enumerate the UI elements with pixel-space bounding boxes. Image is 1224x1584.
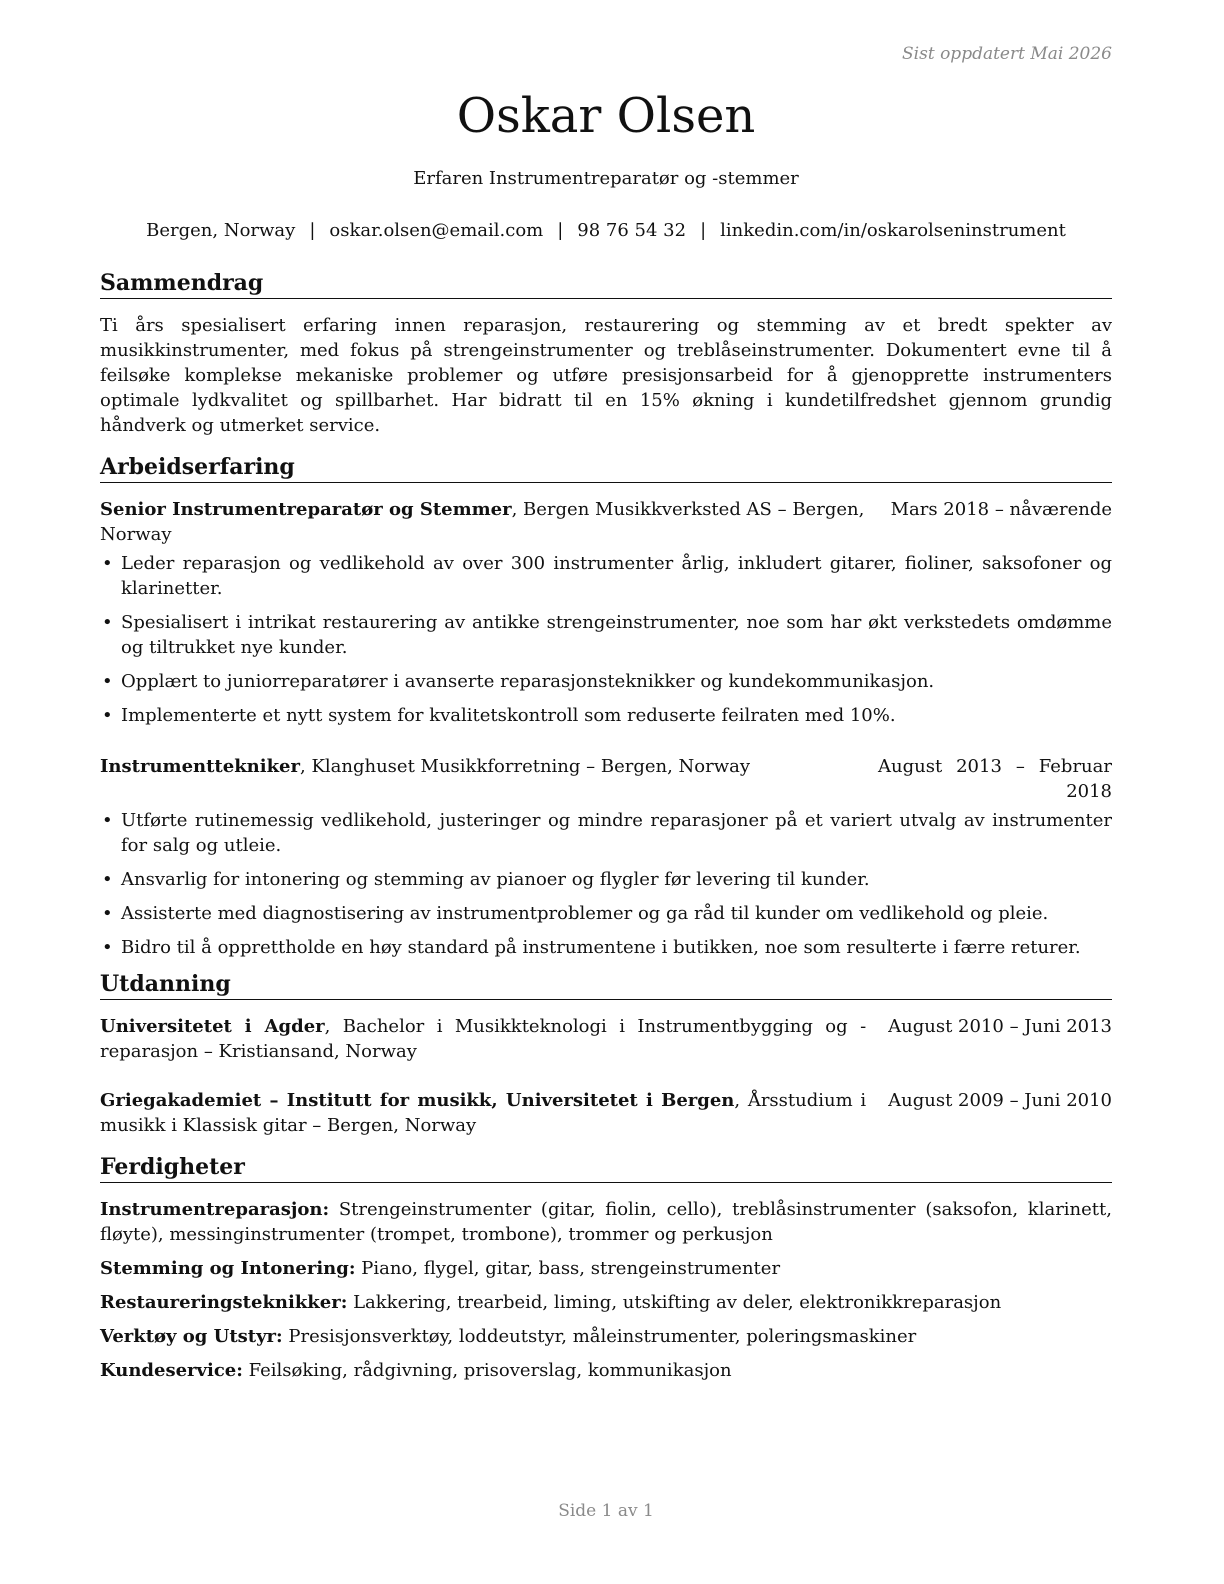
list-item (100, 703, 1112, 728)
education-dates: August 2009 – Juni 2010 (888, 1090, 1112, 1111)
bullet-text: Ansvarlig for intonering og stemming av pianoer og flygler før levering til kunder. (121, 869, 870, 890)
resume-page (100, 0, 1112, 1584)
skill-row (100, 1290, 1112, 1315)
skill-label: Verktøy og Utstyr: (100, 1326, 283, 1347)
list-item (100, 935, 1112, 960)
section-title-education: Utdanning (100, 969, 1112, 1000)
bullet-text: Leder reparasjon og vedlikehold av over 300 instrumenter årlig, inkludert gitarer, fioliner, saksofoner og klarinetter. (121, 553, 1112, 599)
skill-row (100, 1324, 1112, 1349)
skill-label: Kundeservice: (100, 1360, 243, 1381)
bullet-icon: • (102, 903, 113, 924)
bullet-icon: • (102, 705, 113, 726)
skill-value: Lakkering, trearbeid, liming, utskifting av deler, elektronikkreparasjon (347, 1292, 1002, 1313)
job-header (100, 754, 1112, 804)
bullet-icon: • (102, 937, 113, 958)
bullet-text: Utførte rutinemessig vedlikehold, justeringer og mindre reparasjoner på et variert utvalg av instrumenter for salg og utleie. (121, 810, 1112, 856)
list-item (100, 867, 1112, 892)
education-section (100, 969, 1112, 1138)
bullet-icon: • (102, 869, 113, 890)
job-dates: August 2013 – Februar 2018 (878, 756, 1112, 802)
contact-phone: 98 76 54 32 (577, 220, 687, 241)
bullet-icon: • (102, 671, 113, 692)
education-title-line (100, 1014, 866, 1064)
bullet-text: Opplært to juniorreparatører i avanserte reparasjonsteknikker og kundekommunikasjon. (121, 671, 935, 692)
list-item (100, 610, 1112, 660)
section-title-experience: Arbeidserfaring (100, 452, 1112, 483)
skill-row (100, 1358, 1112, 1383)
contact-email[interactable]: oskar.olsen@email.com (329, 220, 544, 241)
job-entry (100, 754, 1112, 960)
bullet-icon: • (102, 612, 113, 633)
last-updated: Sist oppdatert Mai 2026 (902, 44, 1112, 64)
contact-separator: | (700, 220, 707, 241)
job-employer: , Bergen Musikkverksted AS – Bergen, Norway (100, 499, 865, 545)
education-entry (100, 1014, 1112, 1064)
skill-label: Stemming og Intonering: (100, 1258, 356, 1279)
bullet-text: Bidro til å opprettholde en høy standard på instrumentene i butikken, noe som resulterte i færre returer. (121, 937, 1081, 958)
bullet-icon: • (102, 553, 113, 574)
section-title-summary: Sammendrag (100, 268, 1112, 299)
contact-separator: | (309, 220, 316, 241)
list-item (100, 669, 1112, 694)
education-dates: August 2010 – Juni 2013 (888, 1016, 1112, 1037)
job-role: Instrumenttekniker (100, 756, 300, 777)
contact-linkedin[interactable]: linkedin.com/in/oskarolseninstrument (720, 220, 1066, 241)
contact-separator: | (557, 220, 564, 241)
skill-row (100, 1256, 1112, 1281)
education-title-line (100, 1088, 866, 1138)
job-entry (100, 497, 1112, 728)
education-detail: , Bachelor i Musikkteknologi i Instrumentbygging og -reparasjon – Kristiansand, Norway (100, 1016, 867, 1062)
bullet-text: Implementerte et nytt system for kvalitetskontroll som reduserte feilraten med 10%. (121, 705, 896, 726)
skill-value: Feilsøking, rådgivning, prisoverslag, kommunikasjon (242, 1360, 732, 1381)
contact-location: Bergen, Norway (146, 220, 296, 241)
skills-section (100, 1152, 1112, 1383)
job-header (100, 497, 1112, 547)
skill-value: Strengeinstrumenter (gitar, fiolin, cello), treblåsinstrumenter (saksofon, klarinett, fløyte), messinginstrumenter (trompet, trombone), trommer og perkusjon (100, 1199, 1112, 1245)
bullet-text: Spesialisert i intrikat restaurering av antikke strengeinstrumenter, noe som har økt verkstedets omdømme og tiltrukket nye kunder. (121, 612, 1112, 658)
education-entry (100, 1088, 1112, 1138)
candidate-name: Oskar Olsen (456, 88, 756, 144)
job-title-line (100, 754, 856, 804)
job-title-line (100, 497, 869, 547)
experience-section (100, 452, 1112, 960)
skill-label: Restaureringsteknikker: (100, 1292, 348, 1313)
skill-label: Instrumentreparasjon: (100, 1199, 330, 1220)
education-school: Universitetet i Agder (100, 1016, 325, 1037)
list-item (100, 551, 1112, 601)
list-item (100, 901, 1112, 926)
education-school: Griegakademiet – Institutt for musikk, Universitetet i Bergen (100, 1090, 735, 1111)
candidate-title: Erfaren Instrumentreparatør og -stemmer (413, 168, 799, 189)
skill-value: Piano, flygel, gitar, bass, strengeinstrumenter (355, 1258, 781, 1279)
section-title-skills: Ferdigheter (100, 1152, 1112, 1183)
job-dates: Mars 2018 – nåværende (890, 499, 1112, 520)
skill-value: Presisjonsverktøy, loddeutstyr, måleinstrumenter, poleringsmaskiner (282, 1326, 917, 1347)
contact-line (100, 219, 1112, 243)
resume-content (100, 268, 1112, 1383)
education-detail: , Årsstudium i musikk i Klassisk gitar – Bergen, Norway (100, 1090, 867, 1136)
bullet-icon: • (102, 810, 113, 831)
summary-section (100, 268, 1112, 438)
list-item (100, 808, 1112, 858)
bullet-text: Assisterte med diagnostisering av instrumentproblemer og ga råd til kunder om vedlikehold og pleie. (121, 903, 1049, 924)
job-role: Senior Instrumentreparatør og Stemmer (100, 499, 512, 520)
job-bullets (100, 808, 1112, 960)
page-number: Side 1 av 1 (558, 1501, 654, 1521)
skill-row (100, 1197, 1112, 1247)
summary-text: Ti års spesialisert erfaring innen reparasjon, restaurering og stemming av et bredt spekter av musikkinstrumenter, med fokus på strengeinstrumenter og treblåseinstrumenter. Dokumentert evne til å feilsøke komplekse mekaniske problemer og utføre presisjonsarbeid for å gjenopprette instrumenters optimale lydkvalitet og spillbarhet. Har bidratt til en 15% økning i kundetilfredshet gjennom grundig håndverk og utmerket service. (100, 315, 1112, 436)
job-bullets (100, 551, 1112, 728)
job-employer: , Klanghuset Musikkforretning – Bergen, Norway (300, 756, 751, 777)
